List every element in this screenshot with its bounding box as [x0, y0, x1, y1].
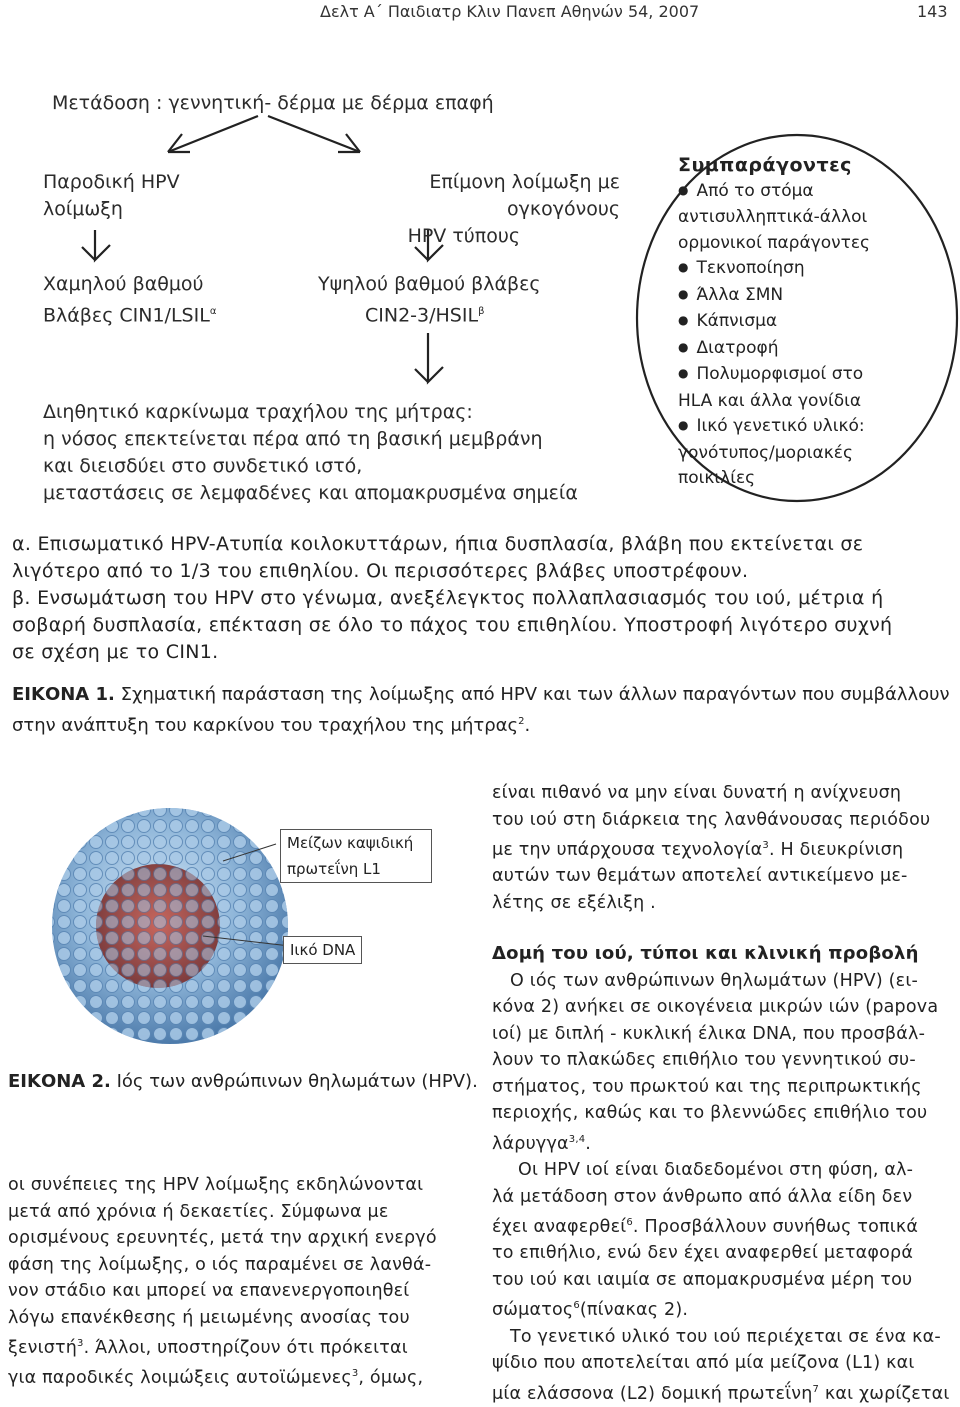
right-column-text: είναι πιθανό να μην είναι δυνατή η ανίχνευση του ιού στη διάρκεια της λανθάνουσας περιόδου με την υπάρχουσα τεχνολογία$^3$. Η διευκρίνιση αυτών των θεμάτων αποτελεί αντικείμενο με- λέτης σε εξέλιξη . Δομή του ιού, τύποι και κλινική προβολή Ο ιός των ανθρώπινων θηλωμάτων (HPV) (ει- κόνα 2) ανήκει σε οικογένεια μικρών ιών (papova ιοί) με διπλή - κυκλική έλικα DNA, που προσβάλ- λουν το πλακώδες επιθήλιο του γεννητικού συ- στήματος, του πρωκτού και της περιπρωκτικής περιοχής, καθώς και το βλεννώδες επιθήλιο του λάρυγγα$^{3,4}$. Οι HPV ιοί είναι διαδεδομένοι στη φύση, αλ- λά μετάδοση στον άνθρωπο από άλλα είδη δεν έχει αναφερθεί$^6$. Προσβάλλουν συνήθως τοπικά το επιθήλιο, ενώ δεν έχει αναφερθεί μεταφορά του ιού και ιαιμία σε απομακρυσμένα μέρη του σώματος$^6$(πίνακας 2). Το γενετικό υλικό του ιού περιέχεται σε ένα κα- ψίδιο που αποτελείται από μία μείζονα (L1) και μία ελάσσονα (L2) δομική πρωτεΐνη$^7$ και χωρίζεται [492, 780, 956, 1407]
cofactor-polymorphisms: ● Πολυμορφισμοί στο [678, 362, 870, 389]
arrow-down-invasive [428, 333, 443, 382]
low-grade-line1: Χαμηλού βαθμού [43, 273, 204, 295]
cofactors-title: Συμπαράγοντες [678, 154, 852, 176]
left-column-text: οι συνέπειες της HPV λοίμωξης εκδηλώνονται μετά από χρόνια ή δεκαετίες. Σύμφωνα με ορισμένους ερευνητές, μετά την αρχική ενεργό φάση της λοίμωξης, ο ιός παραμένει σε λανθά- νον στάδιο και μπορεί να επανενεργοποιηθεί λόγω επανέκθεσης ή μειωμένης ανοσίας του ξενιστή$^3$. Άλλοι, υποστηρίζουν ότι πρόκειται για παροδικές λοιμώξεις αυτοϊώμενες$^3$, όμως, [8, 1175, 437, 1389]
cofactor-parity: ● Τεκνοποίηση [678, 256, 870, 283]
transmission-text: Μετάδοση : γεννητική- δέρμα με δέρμα επαφή [52, 92, 494, 114]
hpv-virion-illustration [8, 786, 471, 1050]
viral-dna-label: Ιικό DNA [283, 936, 362, 964]
cofactor-other-std: ● Άλλα ΣΜΝ [678, 283, 870, 310]
cofactor-diet: ● Διατροφή [678, 336, 870, 363]
section-heading: Δομή του ιού, τύποι και κλινική προβολή [492, 943, 919, 965]
persistent-infection-line2: HPV τύπους [407, 225, 520, 247]
cofactor-smoking: ● Κάπνισμα [678, 309, 870, 336]
high-grade-line2: $CIN2-3/HSIL^\beta$ [365, 304, 485, 327]
figure2-image [8, 786, 471, 1050]
cofactor-oral-contraceptives: ● Από το στόμα [678, 179, 870, 206]
transient-infection-line2: λοίμωξη [43, 198, 123, 220]
footnote-beta: β. Ενσωμάτωση του HPV στο γένωμα, ανεξέλεγκτος πολλαπλασιασμός του ιού, μέτρια ή σοβαρή δυσπλασία, επέκταση σε όλο το πάχος του επιθηλίου. Υποστροφή λιγότερο συχνή σε σχέση με το CIN1. [12, 587, 893, 663]
high-grade-line1: Υψηλού βαθμού βλάβες [318, 273, 541, 295]
low-grade-line2: Βλάβες $CIN1/LSIL^\alpha$ [43, 304, 217, 327]
page-number: 143 [917, 2, 948, 21]
journal-header: Δελτ Α΄ Παιδιατρ Κλιν Πανεπ Αθηνών 54, 2007 [320, 2, 700, 21]
figure2-caption: ΕΙΚΟΝΑ 2. Ιός των ανθρώπινων θηλωμάτων (HPV). [8, 1071, 478, 1092]
cofactors-list: Συμπαράγοντες ● Από το στόμα αντισυλληπτικά-άλλοι ορμονικοί παράγοντες ● Τεκνοποίηση ● Άλλα ΣΜΝ ● Κάπνισμα ● Διατροφή ● Πολυμορφισμοί στο HLA και άλλα γονίδια ● Ιικό γενετικό υλικό: γονότυπος/μοριακές ποικιλίες [678, 153, 870, 492]
capsid-protein-label: Μείζων καψιδική πρωτεΐνη L1 [280, 829, 432, 883]
arrow-down-left [95, 230, 110, 260]
cofactor-viral-genetics: ● Ιικό γενετικό υλικό: [678, 414, 870, 441]
persistent-infection-line1: Επίμονη λοίμωξη με ογκογόνους [429, 171, 620, 220]
invasive-carcinoma-text: Διηθητικό καρκίνωμα τραχήλου της μήτρας: η νόσος επεκτείνεται πέρα από τη βασική μεμβράνη και διεισδύει στο συνδετικό ιστό, μεταστάσεις σε λεμφαδένες και απομακρυσμένα σημεία [43, 401, 578, 504]
footnote-alpha: α. Επισωματικό HPV-Ατυπία κοιλοκυττάρων, ήπια δυσπλασία, βλάβη που εκτείνεται σε λιγότερο από το 1/3 του επιθηλίου. Οι περισσότερες βλάβες υποστρέφουν. [12, 533, 864, 582]
transient-infection-line1: Παροδική HPV [43, 171, 180, 193]
figure1-caption: ΕΙΚΟΝΑ 1. Σχηματική παράσταση της λοίμωξης από HPV και των άλλων παραγόντων που συμβάλλουν στην ανάπτυξη του καρκίνου του τραχήλου της μήτρας$^2$. [12, 684, 950, 736]
